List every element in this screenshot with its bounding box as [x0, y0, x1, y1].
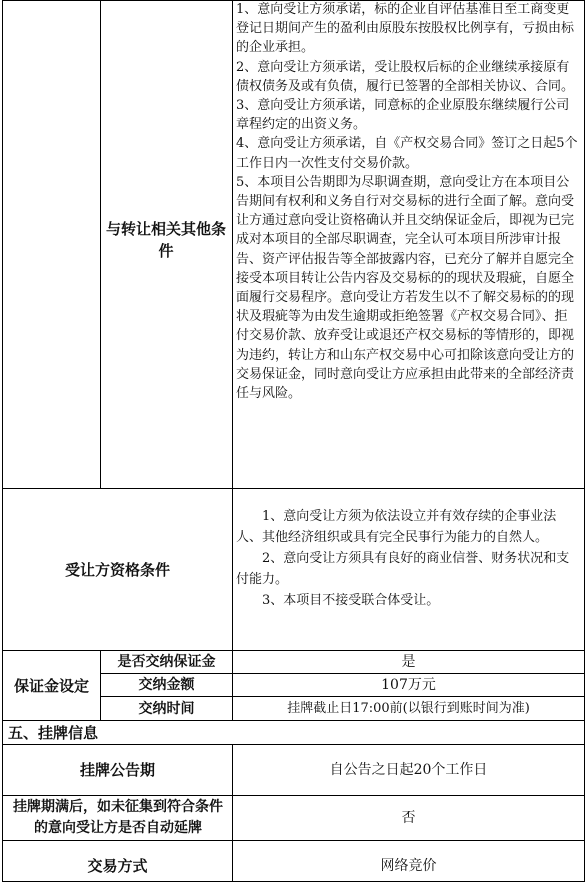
deposit-amount-value: 107万元	[381, 677, 436, 693]
auto-extend-value: 否	[401, 810, 416, 826]
deposit-time-value: 挂牌截止日17:00前(以银行到账时间为准)	[287, 700, 530, 716]
other-condition-item: 4、意向受让方须承诺，自《产权交易合同》签订之日起5个工作日内一次性支付交易价款。	[236, 136, 578, 171]
qualification-item: 2、意向受让方须具有良好的商业信誉、财务状况和支付能力。	[236, 551, 570, 587]
other-condition-item: 2、意向受让方须承诺，受让股权后标的企业继续承接原有债权债务及或有负债，履行已签署的全部相关协议、合同。	[236, 59, 575, 94]
divider	[2, 720, 585, 721]
other-condition-item: 1、意向受让方须承诺，标的企业自评估基准日至工商变更登记日期间产生的盈利由原股东按股权比例享有，亏损由标的企业承担。	[236, 2, 575, 56]
other-condition-item: 5、本项目公告期即为尽职调查期，意向受让方在本项目公告期间有权利和义务自行对交易标的进行全面了解。意向受让方通过意向受让资格确认并且交纳保证金后，即视为已完成对本项目的全部尽职调查，完全认可本项目所涉审计报告、资产评估报告等全部披露内容，已充分了解并自愿完全接受本项目转让公告内容及交易标的的现状及瑕疵，自愿全面履行交易程序。意向受让方若发生以不了解交易标的的现状及瑕疵等为由发生逾期或拒绝签署《产权交易合同》、拒付交易价款、放弃受让或退还产权交易标的等情形的，即视为违约，转让方和山东产权交易中心可扣除该意向受让方的交易保证金，同时意向受让方应承担由此带来的全部经济责任与风险。	[236, 174, 575, 402]
listing-period-value: 自公告之日起20个工作日	[329, 762, 488, 778]
other-condition-item: 3、意向受让方须承诺，同意标的企业原股东继续履行公司章程约定的出资义务。	[236, 98, 570, 133]
qualification-item: 3、本项目不接受联合体受让。	[262, 593, 440, 608]
other-conditions-content	[236, 0, 580, 486]
deposit-required-value: 是	[401, 654, 416, 670]
divider	[2, 840, 585, 841]
trade-method-label: 交易方式	[87, 857, 148, 875]
listing-period-label: 挂牌公告期	[79, 761, 155, 779]
section-title: 五、挂牌信息	[8, 723, 99, 742]
auto-extend-label: 挂牌期满后，如未征集到符合条件的意向受让方是否自动延牌	[13, 799, 223, 836]
border-right	[584, 0, 585, 882]
other-conditions-label: 与转让相关其他条件	[105, 220, 226, 260]
deposit-required-label: 是否交纳保证金	[117, 654, 216, 670]
qualification-content	[236, 506, 580, 646]
deposit-label: 保证金设定	[13, 676, 89, 695]
qualification-item: 1、意向受让方须为依法设立并有效存续的企事业法人、其他经济组织或具有完全民事行为能力的自然人。	[236, 509, 557, 545]
trade-method-value: 网络竞价	[380, 858, 437, 874]
deposit-amount-label: 交纳金额	[138, 677, 195, 693]
qualification-label: 受让方资格条件	[64, 560, 170, 579]
deposit-time-label: 交纳时间	[138, 700, 195, 717]
divider	[232, 488, 233, 650]
divider	[100, 0, 101, 488]
divider	[232, 0, 233, 488]
